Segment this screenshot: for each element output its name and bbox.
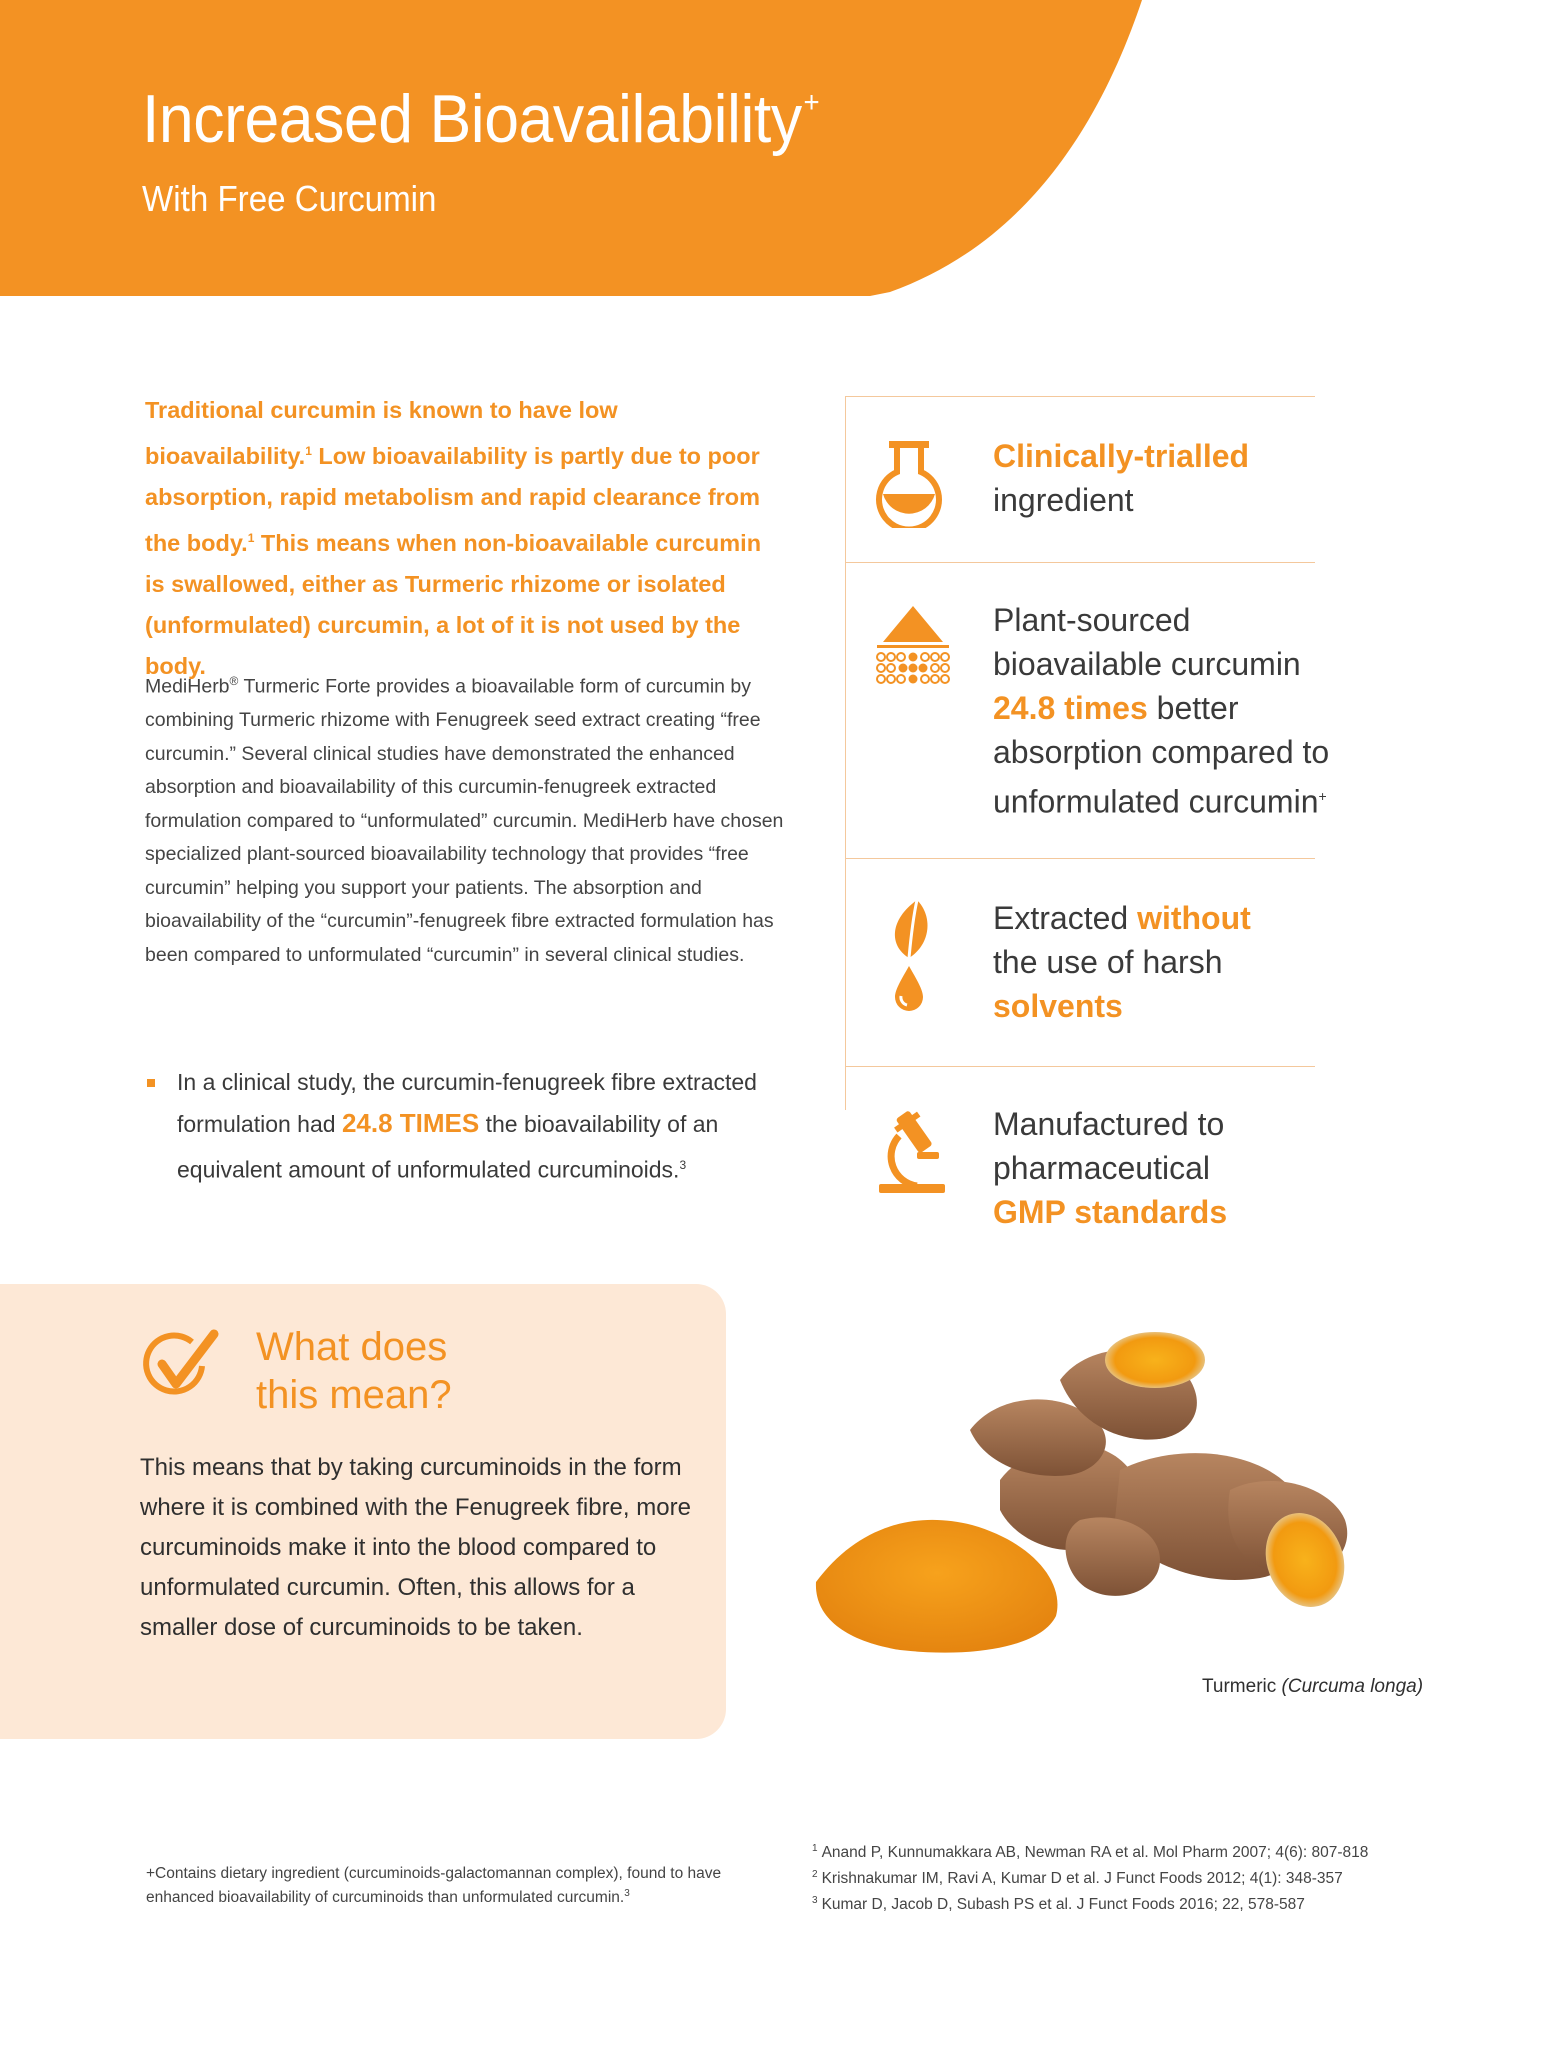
image-caption: Turmeric (Curcuma longa)	[1202, 1676, 1424, 1697]
page-title	[142, 80, 819, 158]
feature-divider	[845, 858, 1315, 859]
reference-item: $^3$ Kumar D, Jacob D, Subash PS et al. J Funct Foods 2016; 22, 578-587	[812, 1895, 1305, 1914]
feature-divider	[845, 396, 1315, 397]
intro-paragraph: Traditional curcumin is known to have low bioavailability.$^1$ Low bioavailability is partly due to poor absorption, rapid metabolism and rapid clearance from the body.$^1$ This means when non-bioavailable curcumin is swallowed, either as Turmeric rhizome or isolated (unformulated) curcumin, a lot of it is not used by the body.	[145, 397, 762, 679]
title-sup: +	[803, 86, 820, 119]
microscope-icon	[873, 1106, 953, 1196]
body-paragraph: MediHerb® Turmeric Forte provides a bioavailable form of curcumin by combining Turmeric rhizome with Fenugreek seed extract creating “free curcumin.” Several clinical studies have demonstrated the enhanced absorption and bioavailability of this curcumin-fenugreek extracted formulation compared to “unformulated” curcumin. MediHerb have chosen specialized plant-sourced bioavailability technology that provides “free curcumin” helping you support your patients. The absorption and bioavailability of the “curcumin”-fenugreek fibre extracted formulation has been compared to unformulated “curcumin” in several clinical studies.	[145, 674, 784, 966]
bullet-text: In a clinical study, the curcumin-fenugreek fibre extracted formulation had 24.8 TIMES the bioavailability of an equivalent amount of unformulated curcuminoids.$^3$	[177, 1069, 757, 1183]
features-divider-vertical	[845, 396, 846, 1110]
bullet-highlight: 24.8 TIMES	[341, 1108, 480, 1138]
feature-text: Manufactured to pharmaceutical GMP standards	[993, 1106, 1228, 1230]
callout-title: What does this mean?	[256, 1325, 452, 1417]
bullet-square-icon	[147, 1079, 155, 1087]
flask-icon	[873, 438, 945, 528]
turmeric-image	[800, 1320, 1440, 1680]
reference-item: $^2$ Krishnakumar IM, Ravi A, Kumar D et al. J Funct Foods 2012; 4(1): 348-357	[812, 1869, 1343, 1888]
feature-text: Plant-sourced bioavailable curcumin 24.8 times better absorption compared to unformulated curcumin+	[993, 602, 1330, 820]
feature-text: Extracted without the use of harsh solvents	[993, 900, 1251, 1024]
title-text: Increased Bioavailability	[142, 81, 802, 157]
reference-item: $^1$ Anand P, Kunnumakkara AB, Newman RA et al. Mol Pharm 2007; 4(6): 807-818	[812, 1843, 1369, 1862]
feature-text: Clinically-trialled ingredient	[993, 438, 1250, 518]
feature-divider	[845, 1066, 1315, 1067]
callout-text: This means that by taking curcuminoids in the form where it is combined with the Fenugreek fibre, more curcuminoids make it into the blood compared to unformulated curcumin. Often, this allows for a smaller dose of curcuminoids to be taken.	[140, 1454, 691, 1641]
checkmark-circle-icon	[140, 1328, 220, 1408]
bullet-item	[145, 1062, 785, 1191]
leaf-drop-icon	[873, 896, 945, 1016]
footnote: +Contains dietary ingredient (curcuminoids-galactomannan complex), found to have enhanced bioavailability of curcuminoids than unformulated curcumin.$^3$	[146, 1865, 722, 1907]
page-subtitle: With Free Curcumin	[142, 178, 437, 219]
feature-divider	[845, 562, 1315, 563]
references	[812, 1838, 1372, 1916]
absorption-icon	[873, 602, 953, 692]
